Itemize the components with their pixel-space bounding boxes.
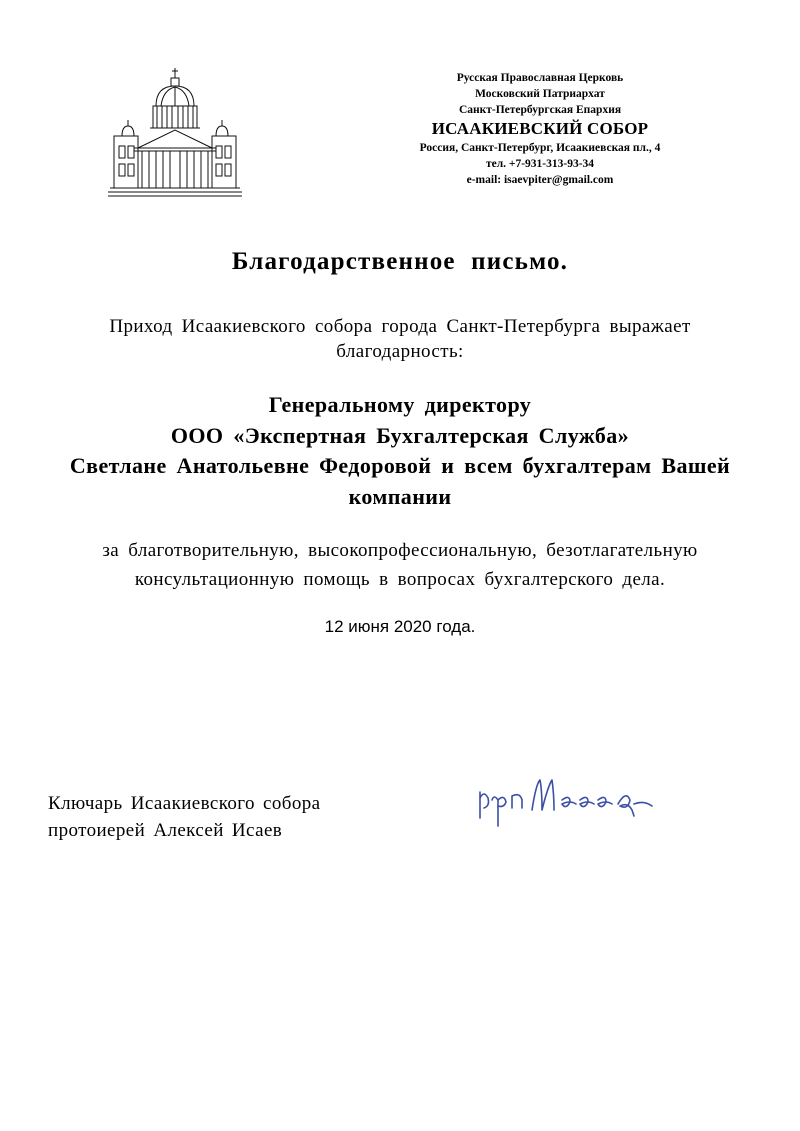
address: Россия, Санкт-Петербург, Исаакиевская пл., 4: [419, 142, 661, 154]
signatory-name: протоиерей Алексей Исаев: [48, 820, 283, 841]
reason-line-1: за благотворительную, высокопрофессиональную, безотлагательную: [102, 540, 698, 561]
diocese-name: Санкт-Петербургская Епархия: [458, 104, 622, 116]
letter-date: 12 июня 2020 года.: [324, 617, 476, 636]
cathedral-name: ИСААКИЕВСКИЙ СОБОР: [431, 119, 649, 138]
handwritten-signature-icon: [470, 770, 670, 840]
addressee-line-3: Светлане Анатольевне Федоровой и всем бухгалтерам Вашей: [69, 453, 731, 478]
reason-line-2: консультационную помощь в вопросах бухгалтерского дела.: [134, 569, 666, 590]
addressee-line-1: Генеральному директору: [268, 392, 532, 417]
signatory-position: Ключарь Исаакиевского собора: [48, 793, 321, 814]
cathedral-logo-icon: [108, 66, 242, 198]
email: e-mail: isaevpiter@gmail.com: [466, 174, 614, 186]
intro-line-2: благодарность:: [336, 341, 464, 362]
letterhead: [375, 70, 705, 188]
addressee-line-4: компании: [348, 483, 452, 509]
church-name: Русская Православная Церковь: [456, 72, 624, 84]
signatory-block: [48, 790, 320, 844]
intro-paragraph: [60, 314, 740, 364]
intro-line-1: Приход Исаакиевского собора города Санкт-Петербурга выражает: [109, 316, 691, 337]
phone: тел. +7-931-313-93-34: [485, 158, 595, 170]
addressee-block: [50, 390, 750, 512]
addressee-line-2: ООО «Экспертная Бухгалтерская Служба»: [170, 422, 630, 448]
patriarchate-name: Московский Патриархат: [475, 88, 605, 100]
reason-paragraph: [40, 536, 760, 594]
letter-title: Благодарственное письмо.: [231, 248, 569, 275]
